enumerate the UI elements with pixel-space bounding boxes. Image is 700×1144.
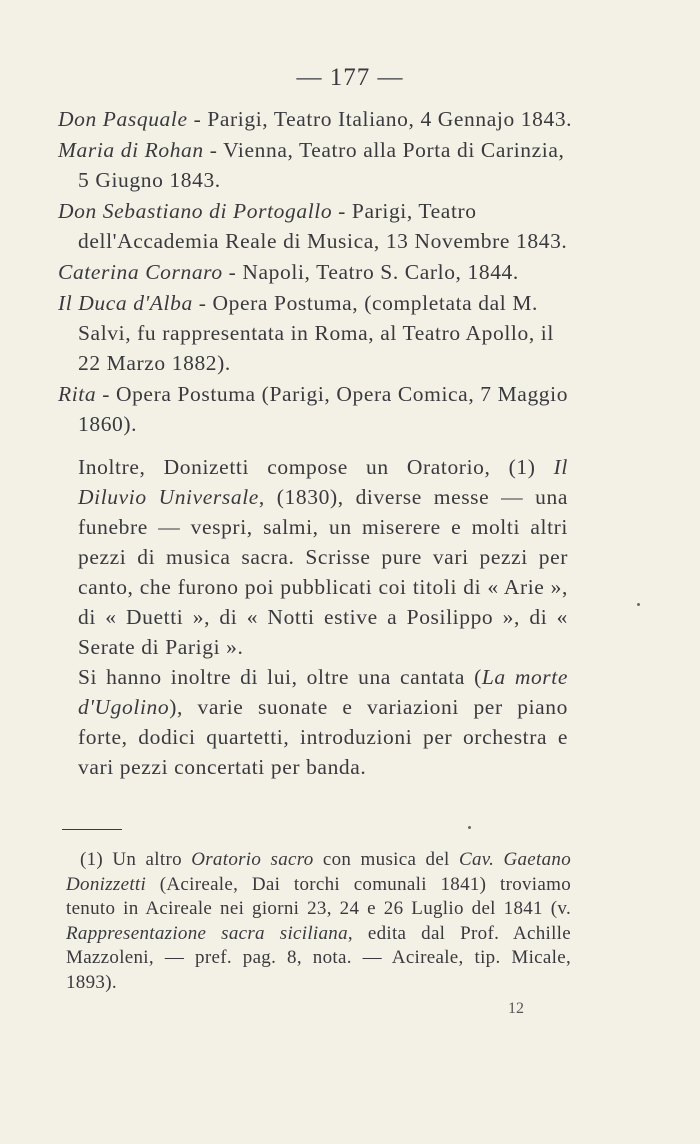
print-speck — [468, 826, 471, 829]
footnote — [66, 848, 571, 995]
work-title: Don Pasquale — [58, 107, 188, 131]
work-title: Maria di Rohan — [58, 138, 204, 162]
paragraph-oratorio: Inoltre, Donizetti compose un Oratorio, (1) Il Diluvio Universale, (1830), diverse messe — una funebre — vespri, salmi, un miserere e molti altri pezzi di musica sacra. Scrisse pure vari pezzi per canto, che furono poi pubblicati coi titoli di « Arie », di « Duetti », di « Notti estive a Posilippo », di « Serate di Parigi ». — [78, 455, 569, 659]
work-details: - Napoli, Teatro S. Carlo, 1844. — [222, 260, 519, 284]
running-head-page-number: — 177 — — [296, 64, 404, 91]
work-details: - Parigi, Teatro Italiano, 4 Gennajo 1843. — [187, 107, 573, 131]
work-entry — [58, 288, 573, 378]
work-entry — [58, 196, 573, 256]
cantata-title: La morte d'Ugolino — [78, 665, 568, 719]
work-details: - Vienna, Teatro alla Porta di Carinzia, 5 Giugno 1843. — [78, 138, 565, 192]
body-text — [78, 452, 568, 782]
work-entry — [58, 379, 573, 439]
footnote-text: (1) Un altro Oratorio sacro con musica del Cav. Gaetano Donizzetti (Acireale, Dai torchi comunali 1841) troviamo tenuto in Acireale nei giorni 23, 24 e 26 Luglio del 1841 (v. Rappresentazione sacra siciliana, edita dal Prof. Achille Mazzoleni, — pref. pag. 8, nota. — Acireale, tip. Micale, 1893). — [66, 849, 572, 993]
signature-mark: 12 — [508, 1000, 524, 1017]
works-list — [58, 104, 573, 440]
work-entry — [58, 104, 573, 134]
footnote-rule — [62, 829, 122, 830]
work-title: Caterina Cornaro — [58, 260, 223, 284]
paragraph-cantata: Si hanno inoltre di lui, oltre una cantata (La morte d'Ugolino), varie suonate e variazioni per piano forte, dodici quartetti, introduzioni per orchestra e vari pezzi concertati per banda. — [78, 665, 568, 779]
work-entry — [58, 135, 573, 195]
work-entry — [58, 257, 573, 287]
oratorio-title: Il Diluvio Universale — [78, 455, 568, 509]
work-title: Don Sebastiano di Portogallo — [58, 199, 333, 223]
work-details: - Opera Postuma (Parigi, Opera Comica, 7 Maggio 1860). — [78, 382, 569, 436]
work-details: - Parigi, Teatro dell'Accademia Reale di Musica, 13 Novembre 1843. — [78, 199, 568, 253]
print-speck — [637, 603, 640, 606]
work-title: Il Duca d'Alba — [58, 291, 193, 315]
work-title: Rita — [58, 382, 97, 406]
work-details: - Opera Postuma, (completata dal M. Salvi, fu rappresentata in Roma, al Teatro Apollo, il 22 Marzo 1882). — [78, 291, 554, 375]
